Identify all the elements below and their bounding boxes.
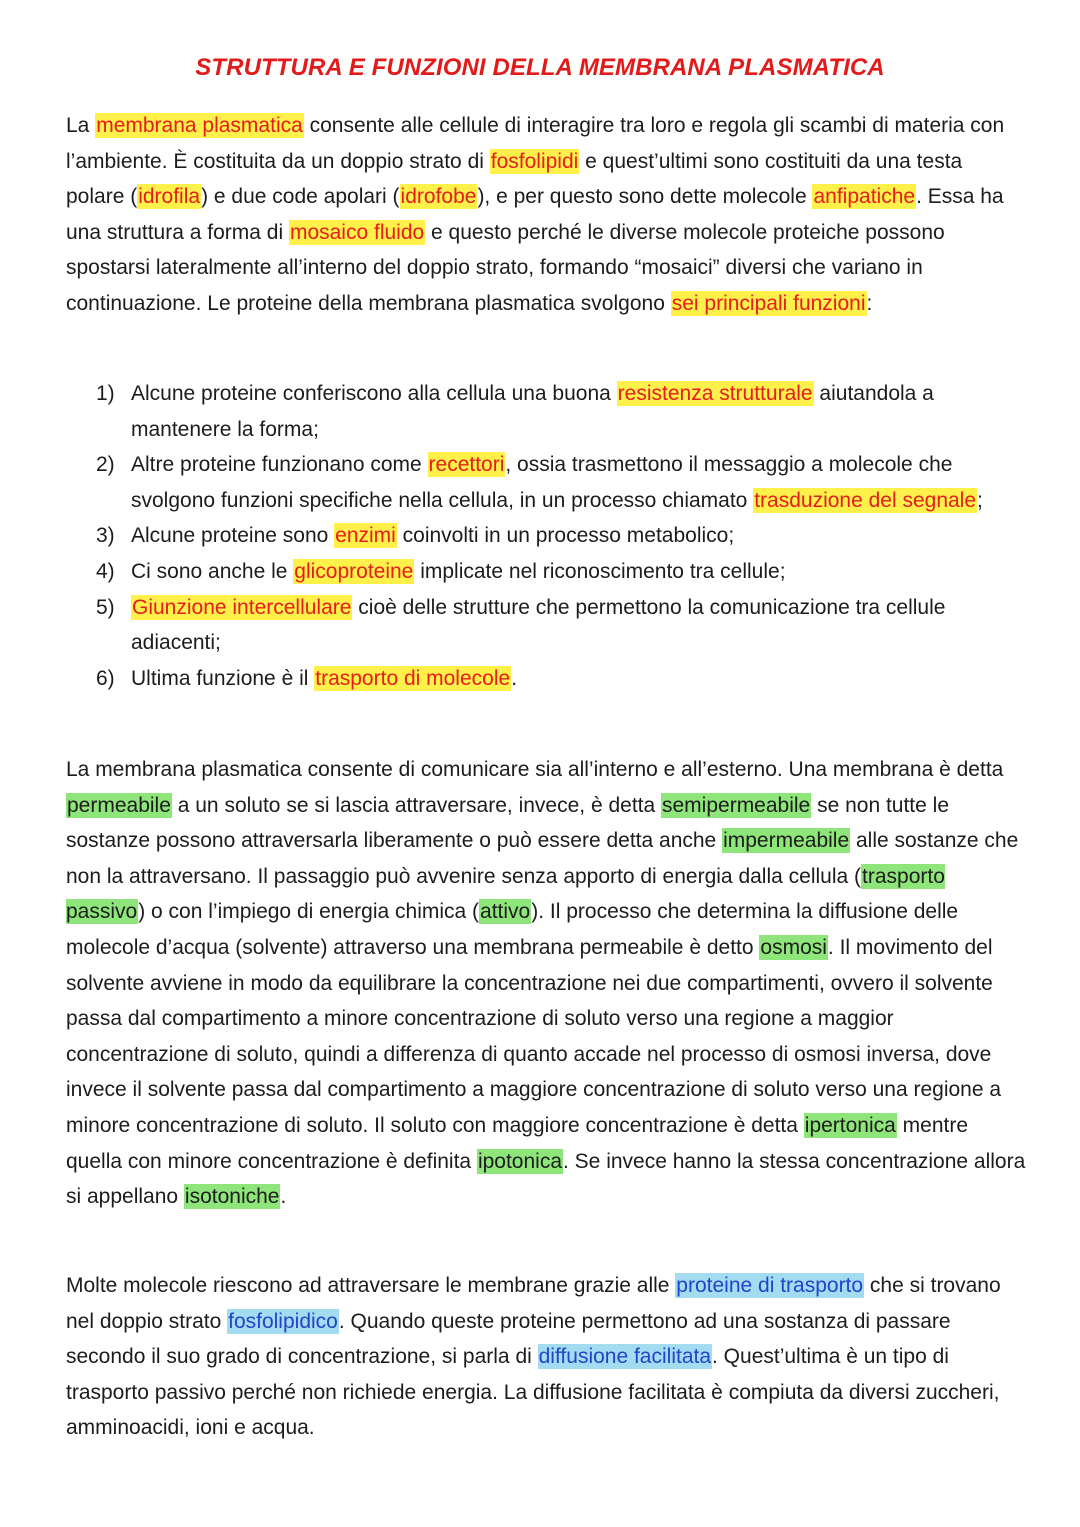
text-run: La xyxy=(66,114,96,137)
text-run: . Quest’ultima è un tipo di trasporto passivo perché non richiede energia. La diffusione facilitata è compiuta da diversi zuccheri, amminoacidi, ioni e acqua. xyxy=(66,1345,1000,1440)
text-run: Ultima funzione è il xyxy=(131,666,315,690)
highlight-term: semipermeabile xyxy=(662,793,811,817)
text-run: aiutandola a mantenere la forma; xyxy=(131,382,934,441)
text-run: Ci sono anche le xyxy=(131,559,294,583)
text-run: Alcune proteine conferiscono alla cellula una buona xyxy=(131,382,617,405)
paragraph-permeability xyxy=(66,752,1026,1215)
text-run: Altre proteine funzionano come xyxy=(131,453,428,477)
highlight-term: trasduzione del segnale xyxy=(754,488,977,512)
text-run: consente alle cellule di interagire tra loro e regola gli scambi di materia con l’ambiente. È costituita da un doppio strato di xyxy=(66,114,1005,173)
highlight-term: impermeabile xyxy=(723,829,850,853)
list-number: 6) xyxy=(96,666,115,690)
list-number: 4) xyxy=(96,559,115,583)
highlight-term: glicoproteine xyxy=(294,559,414,583)
highlight-term: resistenza strutturale xyxy=(617,382,813,405)
text-run: . Quando queste proteine permettono ad una sostanza di passare secondo il suo grado di concentrazione, si parla di xyxy=(66,1309,951,1369)
highlight-term: diffusione facilitata xyxy=(538,1345,712,1369)
text-run: a un soluto se si lascia attraversare, invece, è detta xyxy=(171,793,661,817)
highlight-term: isotoniche xyxy=(184,1185,280,1209)
list-number: 2) xyxy=(96,453,115,477)
list-number: 1) xyxy=(96,382,115,405)
list-item xyxy=(96,376,1026,447)
highlight-term: Giunzione intercellulare xyxy=(132,595,352,619)
list-number: 3) xyxy=(96,524,115,548)
highlight-term: fosfolipidico xyxy=(228,1309,338,1333)
text-run: coinvolti in un processo metabolico; xyxy=(396,524,735,548)
text-run: . Il movimento del solvente avviene in modo da equilibrare la concentrazione nei due compartimenti, ovvero il solvente passa dal compartimento a minore concentrazione di soluto verso una regione a maggior concentrazione di soluto, quindi a differenza di quanto accade nel processo di osmosi inversa, dove invece il solvente passa dal compartimento a maggiore concentrazione di soluto verso una regione a minore concentrazione di soluto. Il soluto con maggiore concentrazione è detta xyxy=(66,935,1002,1137)
text-run: mentre quella con minore concentrazione è definita xyxy=(66,1113,969,1173)
text-run: . xyxy=(280,1185,287,1209)
highlight-term: fosfolipidi xyxy=(490,149,579,173)
text-run: : xyxy=(866,291,873,315)
paragraph-transport xyxy=(66,1268,1026,1446)
list-item xyxy=(96,447,1026,518)
text-run: ), e per questo sono dette molecole xyxy=(477,185,813,209)
text-run: ; xyxy=(977,488,983,512)
text-run: implicate nel riconoscimento tra cellule; xyxy=(414,559,786,583)
text-run: . Se invece hanno la stessa concentrazione allora si appellano xyxy=(66,1149,1026,1209)
text-run: Molte molecole riescono ad attraversare le membrane grazie alle xyxy=(66,1274,676,1297)
text-run: e questo perché le diverse molecole proteiche possono spostarsi lateralmente all’interno del doppio strato, formando “mosaici” diversi che variano in continuazione. Le proteine della membrana plasmatica svolgono xyxy=(66,220,945,315)
text-run: . xyxy=(511,666,518,690)
highlight-term: membrana plasmatica xyxy=(96,114,303,137)
list-item xyxy=(96,661,1026,697)
text-run: La membrana plasmatica consente di comunicare sia all’interno e all’esterno. Una membrana è detta xyxy=(66,758,1004,781)
list-item xyxy=(96,518,1026,554)
highlight-term: mosaico fluido xyxy=(289,220,425,244)
list-number: 5) xyxy=(96,595,115,619)
text-run: . Essa ha una struttura a forma di xyxy=(66,185,1004,244)
highlight-term: enzimi xyxy=(335,524,396,548)
highlight-term: ipertonica xyxy=(804,1113,896,1137)
highlight-term: recettori xyxy=(428,453,505,477)
highlight-term: trasporto di molecole xyxy=(315,666,511,690)
text-run: ). Il processo che determina la diffusione delle molecole d’acqua (solvente) attraverso una membrana permeabile è detto xyxy=(66,900,959,959)
paragraph-intro xyxy=(66,108,1026,322)
highlight-term: attivo xyxy=(480,900,531,924)
highlight-term: proteine di trasporto xyxy=(676,1274,864,1297)
text-run: ) e due code apolari ( xyxy=(201,185,400,209)
text-run: Alcune proteine sono xyxy=(131,524,335,548)
text-run: , ossia trasmettono il messaggio a molecole che svolgono funzioni specifiche nella cellula, in un processo chiamato xyxy=(131,453,953,512)
text-run: che si trovano nel doppio strato xyxy=(66,1274,1001,1333)
text-run: e quest’ultimi sono costituiti da una testa polare ( xyxy=(66,149,963,209)
highlight-term: osmosi xyxy=(760,935,827,959)
highlight-term: ipotonica xyxy=(477,1149,562,1173)
highlight-term: permeabile xyxy=(67,793,171,817)
highlight-term: idrofila xyxy=(138,185,201,209)
text-run: se non tutte le sostanze possono attraversarla liberamente o può essere detta anche xyxy=(66,793,949,853)
highlight-term: trasporto passivo xyxy=(66,864,945,924)
highlight-term: idrofobe xyxy=(400,185,477,209)
text-run: cioè delle strutture che permettono la comunicazione tra cellule adiacenti; xyxy=(131,595,946,655)
highlight-term: sei principali funzioni xyxy=(671,291,866,315)
text-run: alle sostanze che non la attraversano. Il passaggio può avvenire senza apporto di energia dalla cellula ( xyxy=(66,829,1019,888)
document-title: STRUTTURA E FUNZIONI DELLA MEMBRANA PLASMATICA xyxy=(195,54,885,81)
list-item xyxy=(96,590,1026,661)
functions-list xyxy=(96,376,1026,696)
text-run: ) o con l’impiego di energia chimica ( xyxy=(138,900,480,924)
highlight-term: anfipatiche xyxy=(813,185,916,209)
list-item xyxy=(96,554,1026,590)
